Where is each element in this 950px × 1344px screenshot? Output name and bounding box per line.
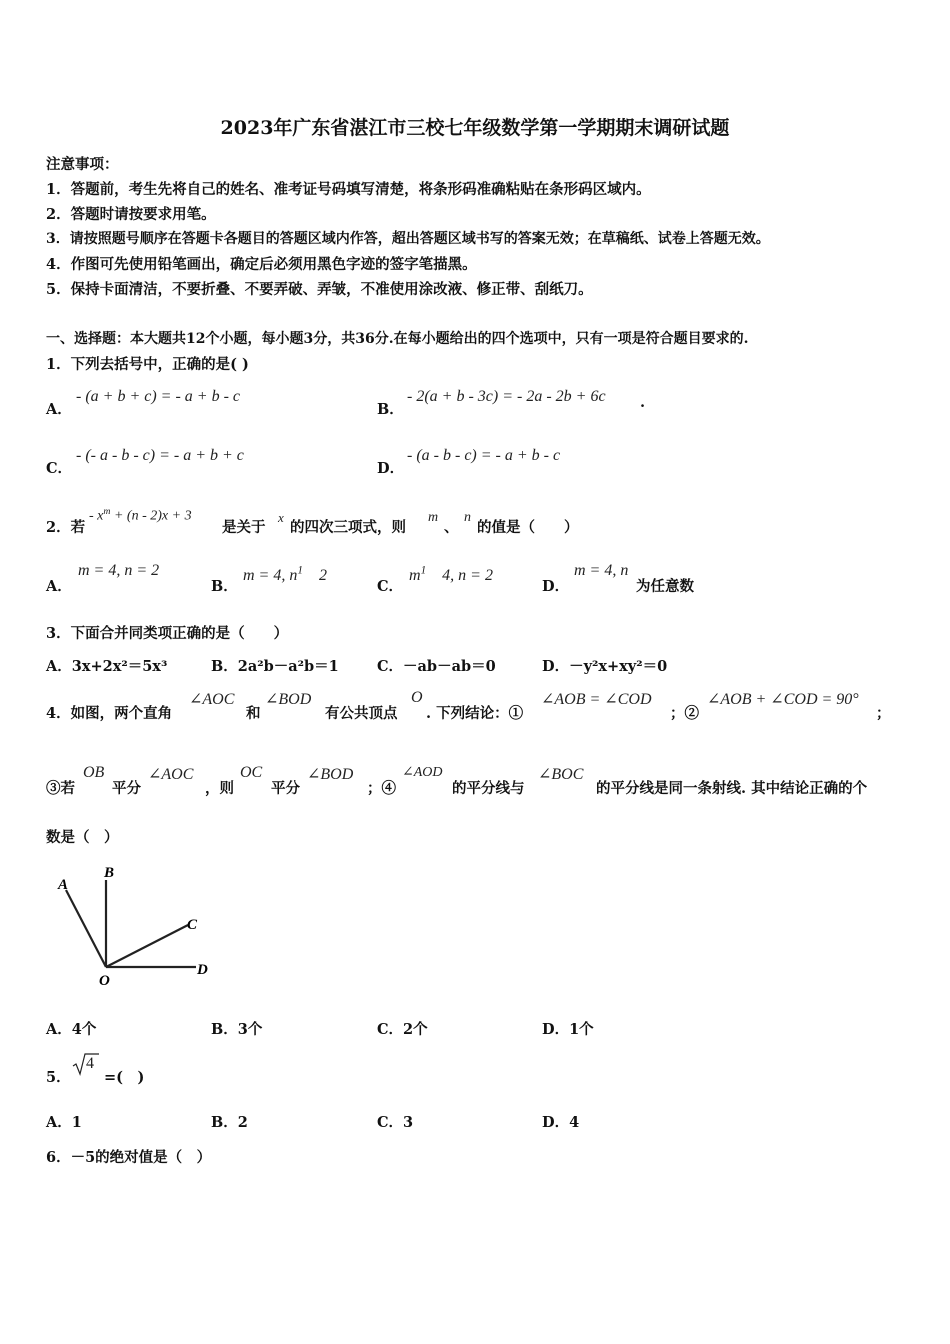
q4-line2-5: ；④ xyxy=(367,780,396,797)
q2-option-b-sup: 1 xyxy=(297,564,303,577)
fig-label-c: C xyxy=(187,917,198,933)
q1-option-a-label: A． xyxy=(46,401,72,418)
section-heading: 一、选择题：本大题共12个小题，每小题3分，共36分.在每小题给出的四个选项中，只有一项是符合题目要求的. xyxy=(46,331,749,347)
q4-angle-bod-2: ∠BOD xyxy=(307,766,354,783)
note-item: 5．保持卡面清洁，不要折叠、不要弄破、弄皱，不准使用涂改液、修正带、刮纸刀。 xyxy=(46,281,593,298)
q4-ray-ob: OB xyxy=(83,764,105,781)
q4-ray-oc: OC xyxy=(240,764,263,781)
q5-rest: =( ) xyxy=(104,1069,145,1086)
q1-option-c-label: C． xyxy=(46,460,73,477)
fig-label-o: O xyxy=(99,973,110,989)
q4-angle-aoc-2: ∠AOC xyxy=(148,766,194,783)
q4-vertex-o: O xyxy=(411,689,423,706)
q1-option-b-math: - 2(a + b - 3c) = - 2a - 2b + 6c xyxy=(407,388,606,405)
q5-option-d: D．4 xyxy=(542,1114,580,1131)
q1-option-b-label: B． xyxy=(377,401,404,418)
q2-option-b-rest: 2 xyxy=(302,567,327,584)
q2-polynomial-exponent: m xyxy=(103,506,111,517)
q3-option-d: D．－y²x+xy²＝0 xyxy=(542,658,668,675)
fig-label-a: A xyxy=(58,877,69,893)
q4-text-4: ；② xyxy=(670,705,699,722)
q4-line2-2: 平分 xyxy=(112,780,141,797)
q4-text-5: ； xyxy=(876,705,891,722)
q5-radicand: 4 xyxy=(86,1055,94,1072)
q4-text-2: 有公共顶点 xyxy=(325,705,398,722)
note-item: 1．答题前，考生先将自己的姓名、准考证号码填写清楚，将条形码准确粘贴在条形码区域内。 xyxy=(46,181,651,198)
q2-option-b-label: B． xyxy=(211,578,238,595)
note-item: 3．请按照题号顺序在答题卡各题目的答题区域内作答，超出答题区域书写的答案无效；在草稿纸、试卷上答题无效。 xyxy=(46,231,770,247)
q2-option-c-rest: 4, n = 2 xyxy=(426,567,493,584)
q2-option-c-math xyxy=(409,562,493,585)
q2-text-1: 是关于 xyxy=(222,519,266,536)
q2-option-b-math xyxy=(243,562,327,585)
q1-option-a-math: - (a + b + c) = - a + b - c xyxy=(76,388,241,405)
question-1-stem: 1．下列去括号中，正确的是( ) xyxy=(46,356,249,373)
q4-conclusion-1: ∠AOB = ∠COD xyxy=(541,691,652,708)
q2-var-n: n xyxy=(464,510,471,525)
q2-text-end: 的值是（ ） xyxy=(477,519,579,536)
q2-polynomial xyxy=(89,506,192,525)
q2-var-m: m xyxy=(428,510,439,525)
q2-option-d-label: D． xyxy=(542,578,570,595)
q4-line2-4: 平分 xyxy=(271,780,300,797)
q2-var-x: x xyxy=(278,510,284,525)
q4-text-and: 和 xyxy=(246,705,261,722)
page-title: 2023年广东省湛江市三校七年级数学第一学期期末调研试题 xyxy=(220,117,730,139)
q1-option-d-math: - (a - b - c) = - a + b - c xyxy=(407,447,561,464)
q2-separator: 、 xyxy=(444,519,459,536)
q4-angle-figure xyxy=(50,858,220,993)
q3-option-b: B．2a²b－a²b＝1 xyxy=(211,658,339,675)
ray-oc xyxy=(106,925,188,967)
q4-conclusion-2: ∠AOB + ∠COD = 90° xyxy=(707,691,859,708)
q3-option-a: A．3x+2x²＝5x³ xyxy=(46,658,168,675)
q5-option-a: A．1 xyxy=(46,1114,82,1131)
q4-line2-7: 的平分线是同一条射线. 其中结论正确的个 xyxy=(596,780,868,797)
q2-option-c-base: m xyxy=(409,567,421,584)
q4-text-3: . 下列结论：① xyxy=(426,705,524,722)
q1-option-b-tail: . xyxy=(640,394,646,411)
question-3-stem: 3．下面合并同类项正确的是（ ） xyxy=(46,625,289,642)
q4-angle-aoc: ∠AOC xyxy=(189,691,235,708)
q4-angle-boc: ∠BOC xyxy=(538,766,584,783)
q4-line2-3: ，则 xyxy=(205,780,234,797)
fig-label-b: B xyxy=(104,865,115,881)
q1-option-c-math: - (- a - b - c) = - a + b + c xyxy=(76,447,244,464)
q2-option-c-label: C． xyxy=(377,578,404,595)
q4-option-c: C．2个 xyxy=(377,1021,428,1038)
q2-text-2: 的四次三项式，则 xyxy=(290,519,406,536)
q4-angle-aod: ∠AOD xyxy=(402,765,443,780)
q1-option-d-label: D． xyxy=(377,460,405,477)
q2-option-c-sup: 1 xyxy=(420,564,427,577)
ray-oa xyxy=(66,890,106,967)
fig-label-d: D xyxy=(197,962,208,978)
q4-line2-1: ③若 xyxy=(46,780,75,797)
q2-option-a-label: A． xyxy=(46,578,72,595)
q4-angle-bod: ∠BOD xyxy=(265,691,312,708)
question-2-number: 2．若 xyxy=(46,519,86,536)
notes-heading: 注意事项： xyxy=(46,156,119,173)
q2-option-b-base: m = 4, n xyxy=(243,567,298,584)
q3-option-c: C．－ab－ab＝0 xyxy=(377,658,496,675)
q2-option-d-tail: 为任意数 xyxy=(636,578,694,595)
q4-line2-6: 的平分线与 xyxy=(452,780,525,797)
q4-text-1: 4．如图，两个直角 xyxy=(46,705,173,722)
q4-option-b: B．3个 xyxy=(211,1021,263,1038)
q2-option-a-math: m = 4, n = 2 xyxy=(78,562,160,579)
q2-option-d-math: m = 4, n xyxy=(574,562,629,579)
note-item: 2．答题时请按要求用笔。 xyxy=(46,206,216,223)
q4-option-a: A．4个 xyxy=(46,1021,97,1038)
note-item: 4．作图可先使用铅笔画出，确定后必须用黑色字迹的签字笔描黑。 xyxy=(46,256,477,273)
q4-option-d: D．1个 xyxy=(542,1021,594,1038)
q5-option-c: C．3 xyxy=(377,1114,414,1131)
question-6-stem: 6．－5的绝对值是（ ） xyxy=(46,1149,212,1166)
q5-option-b: B．2 xyxy=(211,1114,248,1131)
q2-polynomial-base: - x xyxy=(89,508,104,524)
q4-line3: 数是（ ） xyxy=(46,829,119,846)
question-5-number: 5． xyxy=(46,1069,71,1086)
q2-polynomial-rest: + (n - 2)x + 3 xyxy=(110,508,192,524)
